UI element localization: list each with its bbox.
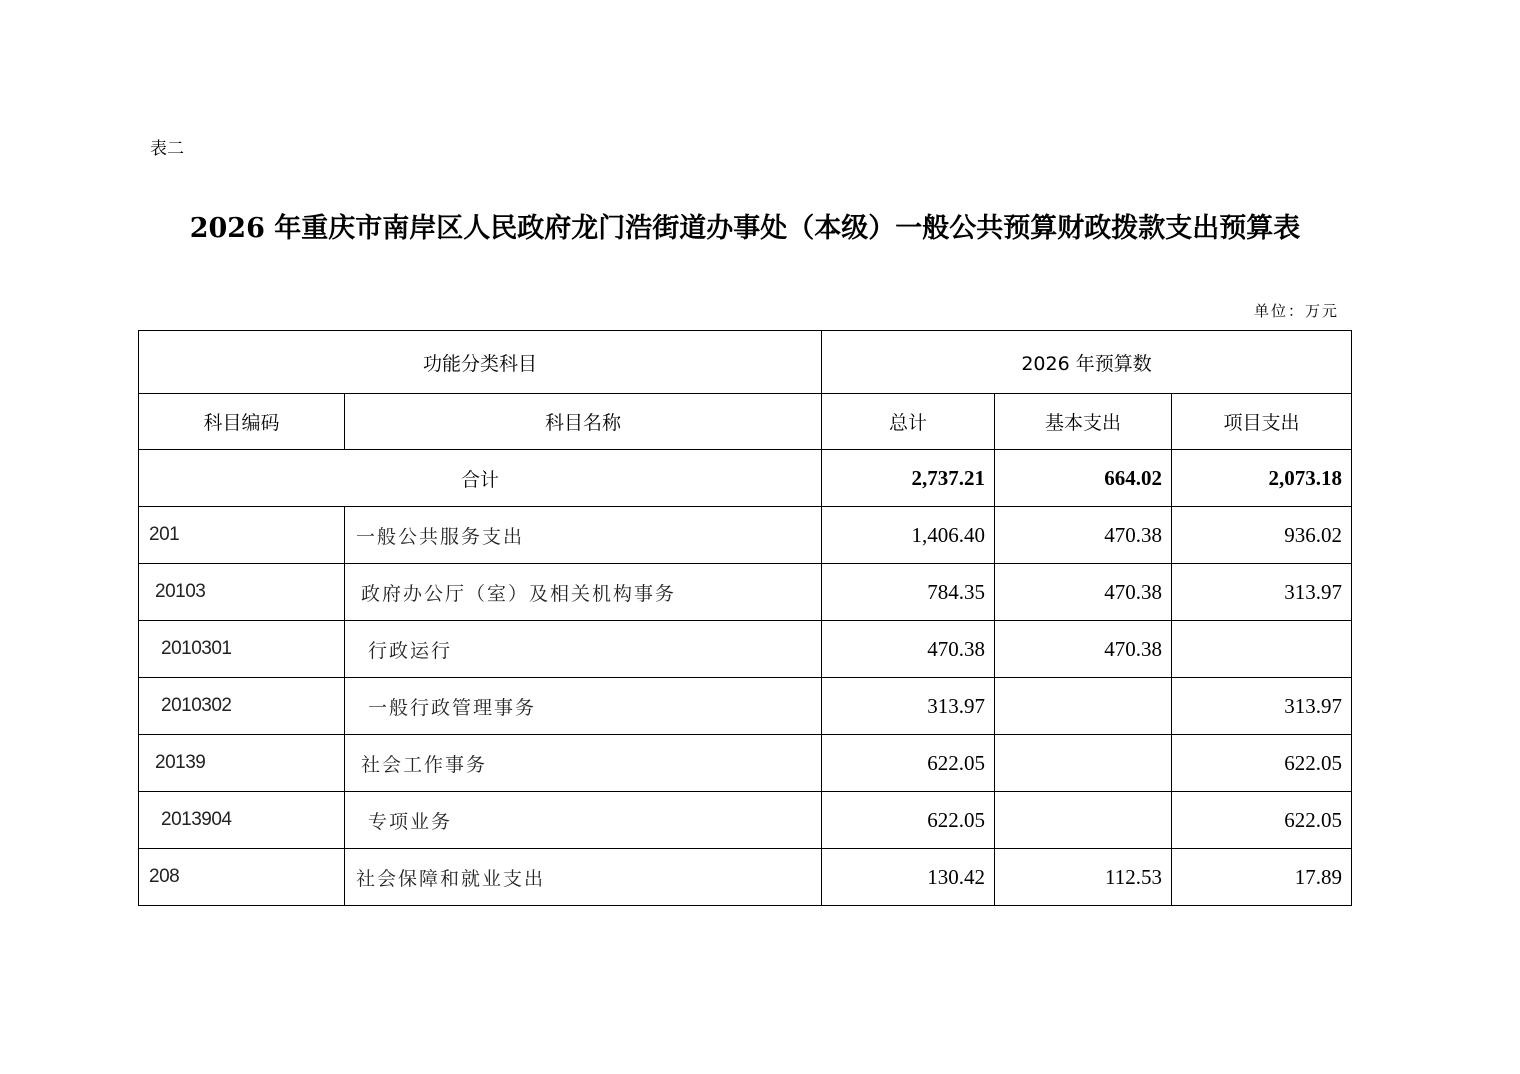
row-total: 130.42 [822,849,995,906]
header-code: 科目编码 [139,394,345,450]
row-project: 313.97 [1172,564,1352,621]
header-project: 项目支出 [1172,394,1352,450]
row-total: 1,406.40 [822,507,995,564]
row-code: 201 [139,507,345,564]
header-function-group: 功能分类科目 [139,331,822,394]
row-code: 20139 [139,735,345,792]
row-total: 784.35 [822,564,995,621]
document-title: 2026 年重庆市南岸区人民政府龙门浩街道办事处（本级）一般公共预算财政拨款支出预算表 [189,213,1301,244]
row-name: 政府办公厅（室）及相关机构事务 [345,564,822,621]
row-code: 20103 [139,564,345,621]
table-label: 表二 [150,139,184,159]
header-row-group [139,331,1352,394]
row-basic [995,735,1172,792]
row-project: 936.02 [1172,507,1352,564]
row-project [1172,621,1352,678]
row-name: 社会保障和就业支出 [345,849,822,906]
total-project: 2,073.18 [1172,450,1352,507]
total-basic: 664.02 [995,450,1172,507]
header-name: 科目名称 [345,394,822,450]
row-basic [995,678,1172,735]
table-row [139,621,1352,678]
row-name: 行政运行 [345,621,822,678]
header-row-columns [139,394,1352,450]
row-project: 17.89 [1172,849,1352,906]
budget-table [138,330,1352,906]
row-basic: 470.38 [995,564,1172,621]
row-basic [995,792,1172,849]
row-code: 208 [139,849,345,906]
table-row [139,849,1352,906]
row-basic: 470.38 [995,621,1172,678]
row-basic: 470.38 [995,507,1172,564]
unit-label: 单位：万元 [1253,302,1339,320]
row-code: 2010302 [139,678,345,735]
row-total: 622.05 [822,792,995,849]
row-project: 313.97 [1172,678,1352,735]
total-row [139,450,1352,507]
total-label: 合计 [139,450,822,507]
row-code: 2013904 [139,792,345,849]
row-total: 470.38 [822,621,995,678]
row-project: 622.05 [1172,735,1352,792]
row-name: 专项业务 [345,792,822,849]
header-budget-group: 2026 年预算数 [822,331,1352,394]
row-name: 社会工作事务 [345,735,822,792]
row-basic: 112.53 [995,849,1172,906]
row-project: 622.05 [1172,792,1352,849]
table-row [139,564,1352,621]
table-row [139,735,1352,792]
row-total: 313.97 [822,678,995,735]
table-row [139,678,1352,735]
row-code: 2010301 [139,621,345,678]
row-name: 一般公共服务支出 [345,507,822,564]
header-basic: 基本支出 [995,394,1172,450]
total-total: 2,737.21 [822,450,995,507]
row-total: 622.05 [822,735,995,792]
header-total: 总计 [822,394,995,450]
table-row [139,792,1352,849]
row-name: 一般行政管理事务 [345,678,822,735]
table-row [139,507,1352,564]
